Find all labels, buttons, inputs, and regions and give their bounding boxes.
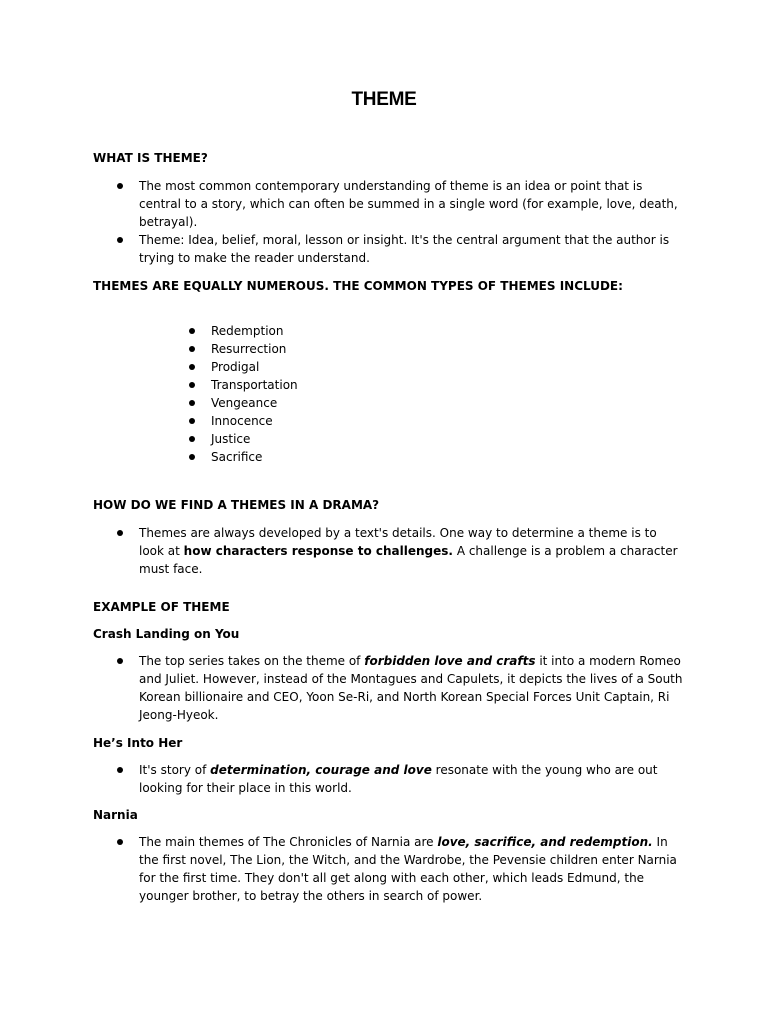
bullet-icon	[117, 658, 123, 664]
example-title-hes-into-her: He’s Into Her	[93, 736, 183, 750]
list-item-text: Justice	[211, 432, 251, 446]
section-heading-types: THEMES ARE EQUALLY NUMEROUS. THE COMMON TYPES OF THEMES INCLUDE:	[93, 279, 623, 293]
list-item	[211, 430, 511, 448]
list-item	[211, 322, 511, 340]
list-item	[139, 177, 684, 231]
bullet-icon	[189, 382, 195, 388]
list-item-text: Sacrifice	[211, 450, 263, 464]
list-item-text-emphasis: forbidden love and crafts	[364, 654, 536, 668]
bullet-icon	[189, 418, 195, 424]
what-is-theme-list	[139, 177, 684, 267]
list-item	[211, 340, 511, 358]
bullet-icon	[189, 346, 195, 352]
list-item-text-post: resonate with the young who are out looking for their place in this world.	[139, 763, 658, 795]
bullet-icon	[189, 328, 195, 334]
list-item-text-pre: Themes are always developed by a text's details. One way to determine a theme is to look at	[139, 526, 657, 558]
section-heading-find-themes: HOW DO WE FIND A THEMES IN A DRAMA?	[93, 498, 380, 512]
bullet-icon	[189, 436, 195, 442]
bullet-icon	[189, 400, 195, 406]
list-item-text-post: A challenge is a problem a character must face.	[139, 544, 678, 576]
theme-types-list	[211, 322, 511, 466]
list-item-text-post: In the first novel, The Lion, the Witch, and the Wardrobe, the Pevensie children enter Narnia for the first time. They don't all get along with each other, which leads Edmund, the younger brother, to betray the others in search of power.	[139, 835, 677, 903]
find-themes-list	[139, 524, 684, 578]
list-item	[139, 652, 684, 724]
bullet-icon	[117, 183, 123, 189]
section-heading-examples: EXAMPLE OF THEME	[93, 600, 230, 614]
list-item	[211, 358, 511, 376]
list-item-text-emphasis: love, sacrifice, and redemption.	[437, 835, 653, 849]
bullet-icon	[117, 839, 123, 845]
list-item	[211, 376, 511, 394]
section-heading-what-is-theme: WHAT IS THEME?	[93, 151, 208, 165]
list-item-text: Redemption	[211, 324, 284, 338]
bullet-icon	[189, 364, 195, 370]
list-item-text-pre: The top series takes on the theme of	[139, 654, 365, 668]
bullet-icon	[117, 767, 123, 773]
list-item	[211, 412, 511, 430]
crash-landing-list	[139, 652, 684, 724]
list-item-text-pre: It's story of	[139, 763, 211, 777]
list-item-text: The most common contemporary understanding of theme is an idea or point that is central to a story, which can often be summed in a single word (for example, love, death, betrayal).	[139, 179, 678, 229]
list-item-text: Resurrection	[211, 342, 287, 356]
list-item-text: Innocence	[211, 414, 273, 428]
narnia-list	[139, 833, 684, 905]
list-item-text: Theme: Idea, belief, moral, lesson or insight. It's the central argument that the author is trying to make the reader understand.	[139, 233, 670, 265]
page-title: THEME	[351, 89, 417, 110]
example-title-crash-landing: Crash Landing on You	[93, 627, 240, 641]
bullet-icon	[189, 454, 195, 460]
list-item-text-pre: The main themes of The Chronicles of Narnia are	[139, 835, 438, 849]
list-item-text: Prodigal	[211, 360, 260, 374]
example-title-narnia: Narnia	[93, 808, 138, 822]
list-item	[139, 833, 684, 905]
list-item-text-bold: how characters response to challenges.	[183, 544, 453, 558]
list-item-text: Vengeance	[211, 396, 278, 410]
hes-into-her-list	[139, 761, 684, 797]
bullet-icon	[117, 237, 123, 243]
list-item	[211, 448, 511, 466]
list-item	[139, 231, 684, 267]
list-item-text-post: it into a modern Romeo and Juliet. However, instead of the Montagues and Capulets, it depicts the lives of a South Korean billionaire and CEO, Yoon Se-Ri, and North Korean Special Forces Unit Captain, Ri Jeong-Hyeok.	[139, 654, 683, 722]
bullet-icon	[117, 530, 123, 536]
list-item	[139, 761, 684, 797]
list-item-text-emphasis: determination, courage and love	[210, 763, 432, 777]
list-item	[139, 524, 684, 578]
list-item	[211, 394, 511, 412]
list-item-text: Transportation	[211, 378, 298, 392]
